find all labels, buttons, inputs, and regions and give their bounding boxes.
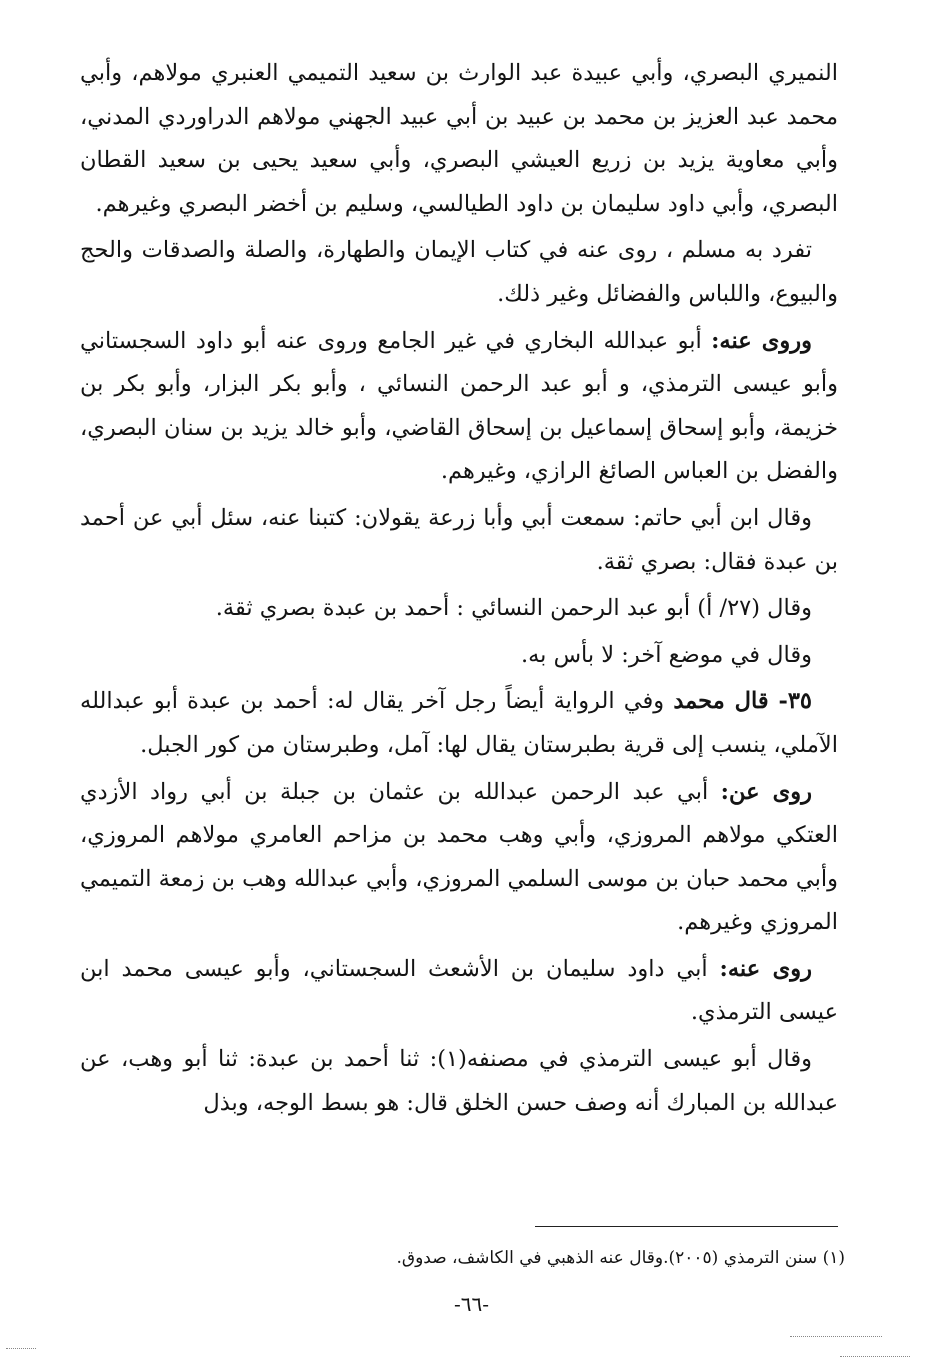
paragraph-lead: روى عنه: (719, 955, 812, 982)
paragraph-8 (80, 771, 838, 945)
paragraph-10 (80, 1038, 838, 1125)
footnote-divider (535, 1226, 838, 1227)
paragraph-text: وفي الرواية أيضاً رجل آخر يقال له: أحمد بن عبدة أبو عبدالله الآملي، ينسب إلى قرية بطبرستان يقال لها: آمل، وطبرستان من كور الجبل. (80, 688, 838, 758)
paragraph-1 (80, 52, 838, 226)
scan-artifact-line (6, 1348, 36, 1349)
paragraph-text: النميري البصري، وأبي عبيدة عبد الوارث بن سعيد التميمي العنبري مولاهم، وأبي محمد عبد العزيز بن محمد بن عبيد بن أبي عبيد الجهني مولاهم الدراوردي المدني، وأبي معاوية يزيد بن زريع العيشي البصري، وأبي سعيد يحيى بن سعيد القطان البصري، وأبي داود سليمان بن داود الطيالسي، وسليم بن أخضر البصري وغيرهم. (80, 60, 838, 217)
paragraph-text: وقال (٢٧/ أ) أبو عبد الرحمن النسائي : أحمد بن عبدة بصري ثقة. (215, 595, 812, 622)
paragraph-text: تفرد به مسلم ، روى عنه في كتاب الإيمان والطهارة، والصلة والصدقات والحج والبيوع، واللباس والفضائل وغير ذلك. (80, 237, 838, 307)
scan-artifact-line (790, 1336, 882, 1337)
scan-artifact-line (840, 1356, 910, 1357)
paragraph-text: أبي عبد الرحمن عبدالله بن عثمان بن جبلة بن أبي رواد الأزدي العتكي مولاهم المروزي، وأبي وهب محمد بن مزاحم العامري مولاهم المروزي، وأبي محمد حبان بن موسى السلمي المروزي، وأبي عبدالله وهب بن زمعة التميمي المروزي وغيرهم. (80, 778, 838, 936)
page-body (80, 52, 838, 1128)
paragraph-5 (80, 587, 838, 631)
paragraph-lead: ٣٥- قال محمد (673, 688, 812, 715)
footnote: (١) سنن الترمذي (٢٠٠٥).وقال عنه الذهبي في الكاشف، صدوق. (396, 1248, 845, 1268)
paragraph-text: وقال ابن أبي حاتم: سمعت أبي وأبا زرعة يقولان: كتبنا عنه، سئل أبي عن أحمد بن عبدة فقال: بصري ثقة. (80, 504, 838, 575)
paragraph-text: أبو عبدالله البخاري في غير الجامع وروى عنه أبو داود السجستاني وأبو عيسى الترمذي، و أبو عبد الرحمن النسائي ، وأبو بكر البزار، وأبو بكر بن خزيمة، وأبو إسحاق إسماعيل بن إسحاق القاضي، وأبو خالد يزيد بن سنان البصري، والفضل بن العباس الصائغ الرازي، وغيرهم. (80, 327, 838, 485)
paragraph-text: وقال أبو عيسى الترمذي في مصنفه(١): ثنا أحمد بن عبدة: ثنا أبو وهب، عن عبدالله بن المبارك أنه وصف حسن الخلق قال: هو بسط الوجه، وبذل (80, 1046, 838, 1116)
paragraph-text: وقال في موضع آخر: لا بأس به. (520, 641, 812, 668)
paragraph-lead: روى عن: (720, 778, 812, 805)
paragraph-6 (80, 634, 838, 678)
paragraph-3 (80, 320, 838, 494)
paragraph-lead: وروى عنه: (711, 327, 812, 354)
paragraph-4 (80, 497, 838, 584)
page-number: -٦٦- (453, 1292, 489, 1316)
paragraph-2 (80, 229, 838, 316)
paragraph-7 (80, 680, 838, 767)
paragraph-9 (80, 948, 838, 1035)
paragraph-text: أبي داود سليمان بن الأشعث السجستاني، وأبو عيسى محمد ابن عيسى الترمذي. (80, 955, 838, 1026)
